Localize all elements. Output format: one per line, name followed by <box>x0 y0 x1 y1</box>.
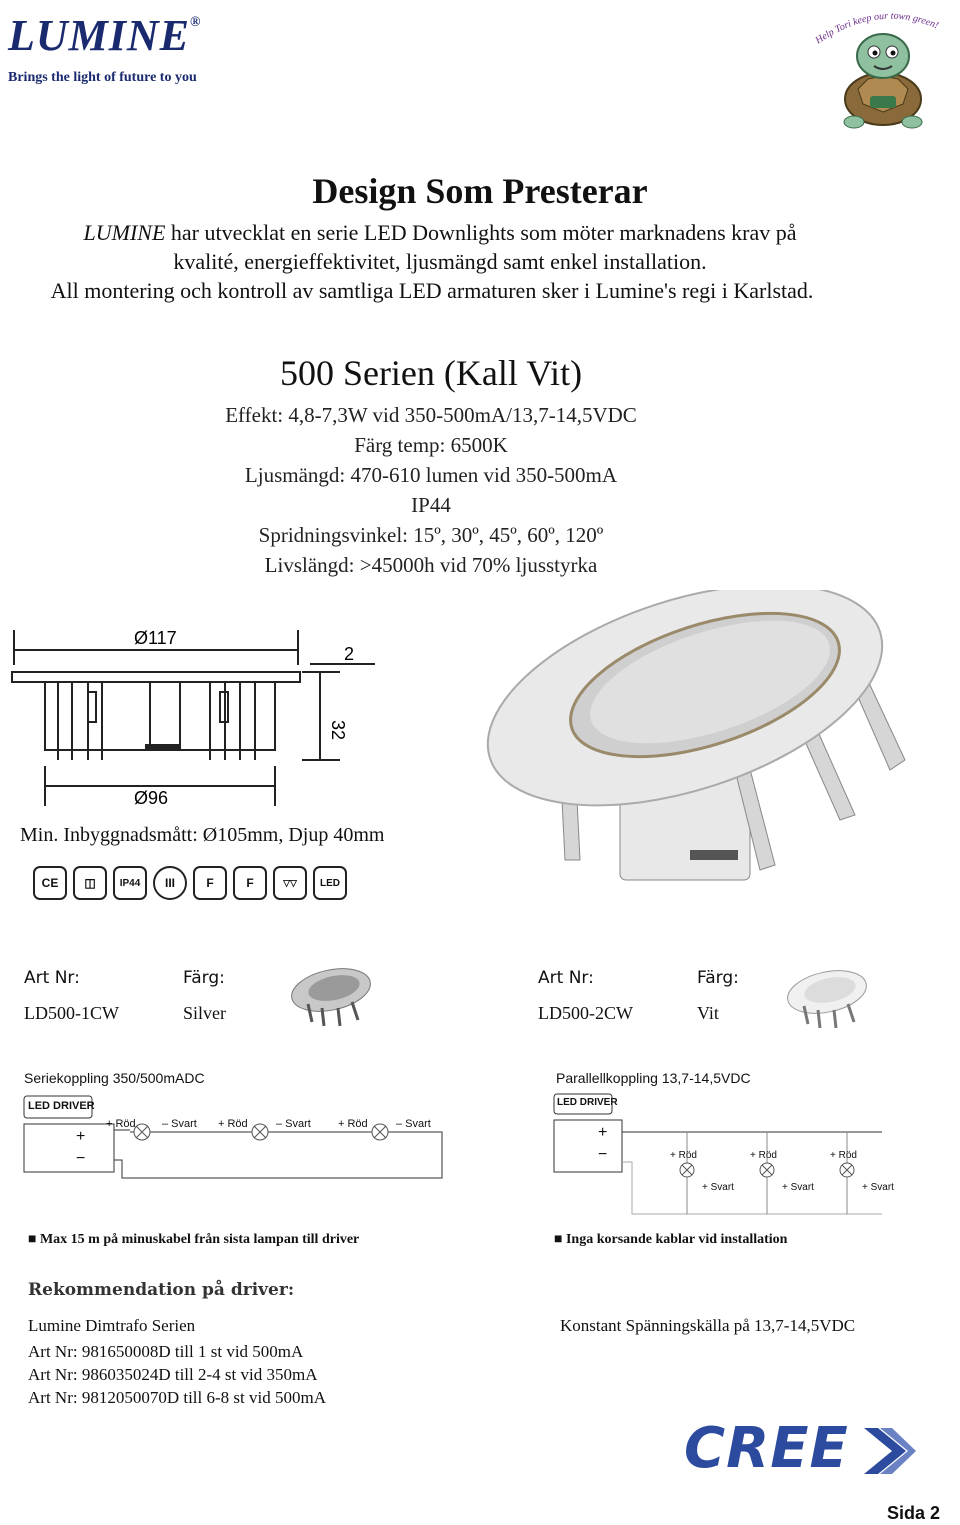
parallel-wiring-diagram <box>552 1092 912 1222</box>
driver-art-2: Art Nr: 986035024D till 2-4 st vid 350mA <box>28 1365 318 1384</box>
parallel-note-text: Inga korsande kablar vid installation <box>565 1232 788 1247</box>
parallel-plus: + <box>598 1124 608 1141</box>
series-note: ■ Max 15 m på minuskabel från sista lampan till driver <box>28 1232 360 1247</box>
parallel-red-2: + Röd <box>750 1150 777 1161</box>
spec-lumen: Ljusmängd: 470-610 lumen vid 350-500mA <box>244 463 618 487</box>
series-wiring-title: Seriekoppling 350/500mADC <box>24 1070 205 1086</box>
spec-color-temp: Färg temp: 6500K <box>354 433 508 457</box>
series-red-2: + Röd <box>218 1118 248 1130</box>
outer-diameter-label: Ø117 <box>134 628 177 648</box>
parallel-note: ■ Inga korsande kablar vid installation <box>554 1232 788 1247</box>
series-black-1: – Svart <box>162 1118 197 1130</box>
parallel-black-2: + Svart <box>782 1182 814 1193</box>
art-number-1: LD500-1CW <box>24 1003 119 1023</box>
series-black-2: – Svart <box>276 1118 311 1130</box>
product-thumb-silver <box>290 962 372 1028</box>
art-label-2: Art Nr: <box>538 968 594 988</box>
inner-diameter-label: Ø96 <box>134 788 169 808</box>
ce-icon: CE <box>33 866 67 900</box>
turtle-mascot-image <box>808 4 958 136</box>
depth-label: 32 <box>328 720 348 741</box>
parallel-minus: − <box>598 1146 608 1163</box>
series-plus: + <box>76 1128 86 1145</box>
registered-mark: ® <box>190 15 202 30</box>
parallel-red-3: + Röd <box>830 1150 857 1161</box>
spec-beam-angle: Spridningsvinkel: 15º, 30º, 45º, 60º, 120º <box>258 523 604 547</box>
series-title: 500 Serien (Kall Vit) <box>279 353 583 393</box>
series-note-text: Max 15 m på minuskabel från sista lampan till driver <box>39 1232 360 1247</box>
dimension-drawing <box>10 620 380 820</box>
color-value-1: Silver <box>183 1003 226 1023</box>
intro-line-2: kvalité, energieffektivitet, ljusmängd samt enkel installation. <box>173 249 707 274</box>
product-photo <box>470 590 915 910</box>
driver-art-3: Art Nr: 9812050070D till 6-8 st vid 500mA <box>28 1388 326 1407</box>
ip44-icon: IP44 <box>113 866 147 900</box>
color-label-2: Färg: <box>697 968 739 988</box>
min-mount-size: Min. Inbyggnadsmått: Ø105mm, Djup 40mm <box>20 824 385 846</box>
page-number: Sida 2 <box>886 1503 940 1523</box>
parallel-red-1: + Röd <box>670 1150 697 1161</box>
tagline: Brings the light of future to you <box>8 70 197 85</box>
certification-icons <box>33 866 347 900</box>
f-mark-triangle-icon: F <box>233 866 267 900</box>
product-thumb-white <box>786 964 868 1030</box>
spec-lifetime: Livslängd: >45000h vid 70% ljusstyrka <box>264 553 598 577</box>
color-value-2: Vit <box>697 1003 719 1023</box>
class-iii-icon: III <box>153 866 187 900</box>
parallel-wiring-title: Parallellkoppling 13,7-14,5VDC <box>556 1070 751 1086</box>
furniture-mount-icon: ◫ <box>73 866 107 900</box>
series-red-3: + Röd <box>338 1118 368 1130</box>
page-title: Design Som Presterar <box>312 171 648 211</box>
intro-brand: LUMINE <box>83 220 166 245</box>
ww-mark-icon: ▽▽ <box>273 866 307 900</box>
intro-text <box>0 218 880 305</box>
led-icon: LED <box>313 866 347 900</box>
driver-art-1: Art Nr: 981650008D till 1 st vid 500mA <box>28 1342 304 1361</box>
recommendation-left <box>28 1314 326 1409</box>
parallel-black-1: + Svart <box>702 1182 734 1193</box>
series-wiring-diagram <box>22 1094 472 1204</box>
cree-chevron-icon <box>862 1426 918 1476</box>
cree-logo <box>684 1416 924 1482</box>
color-label-1: Färg: <box>183 968 225 988</box>
f-mark-icon: F <box>193 866 227 900</box>
parallel-black-3: + Svart <box>862 1182 894 1193</box>
series-minus: − <box>76 1150 86 1167</box>
series-red-1: + Röd <box>106 1118 136 1130</box>
driver-series-name: Lumine Dimtrafo Serien <box>28 1316 196 1335</box>
intro-line-3: All montering och kontroll av samtliga LED armaturen sker i Lumine's regi i Karlstad. <box>50 278 814 303</box>
recommendation-right: Konstant Spänningskälla på 13,7-14,5VDC <box>560 1316 856 1335</box>
brand-name: LUMINE <box>8 11 191 60</box>
spec-ip: IP44 <box>411 493 451 517</box>
spec-list <box>0 400 862 580</box>
mascot-caption: Help Tori keep our town green! <box>813 10 941 47</box>
art-number-2: LD500-2CW <box>538 1003 633 1023</box>
spec-power: Effekt: 4,8-7,3W vid 350-500mA/13,7-14,5VDC <box>225 403 637 427</box>
brand-logo <box>8 11 202 60</box>
series-driver-label: LED DRIVER <box>28 1100 95 1112</box>
intro-line-1 <box>0 218 880 247</box>
rim-height-label: 2 <box>344 644 355 664</box>
recommendation-title: Rekommendation på driver: <box>28 1280 295 1300</box>
cree-logo-text: CREE <box>684 1416 849 1481</box>
art-label-1: Art Nr: <box>24 968 80 988</box>
parallel-driver-label: LED DRIVER <box>557 1097 618 1108</box>
series-black-3: – Svart <box>396 1118 431 1130</box>
intro-line-1-text: har utvecklat en serie LED Downlights som möter marknadens krav på <box>170 220 797 245</box>
